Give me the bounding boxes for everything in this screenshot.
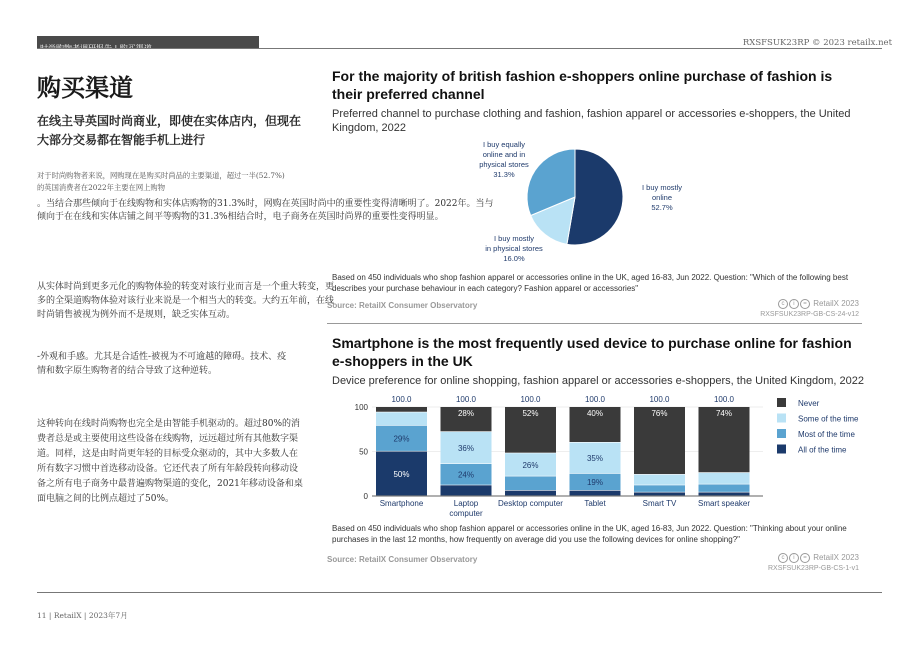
- by-icon: i: [789, 299, 799, 309]
- chart1-brand-text: RetailX 2023: [813, 299, 859, 309]
- chart2-note: Based on 450 individuals who shop fashion apparel or accessories online in the UK, aged 16-83, Jun 2022. Question: "Thinking about your online purchases in the last 12 months, how frequently on average did you use the following devices for online shopping?": [332, 524, 847, 544]
- y-tick-label: 0: [363, 492, 368, 501]
- x-category-label: Laptop computer: [449, 499, 483, 518]
- bar-value-label: 26%: [522, 460, 539, 470]
- x-category-label: Smartphone: [379, 499, 424, 508]
- chart2-brand-text: RetailX 2023: [813, 553, 859, 563]
- bar-total-label: 100.0: [455, 395, 477, 404]
- chart2-subheading: Device preference for online shopping, fashion apparel or accessories e-shoppers, the United Kingdom, 2022: [332, 375, 864, 387]
- bar-value-label: 36%: [457, 443, 475, 453]
- pie-slice-label: I buy equally online and in physical stores 31.3%: [479, 140, 529, 179]
- x-category-label: Smart speaker: [697, 499, 751, 508]
- cc-icon: c: [778, 299, 788, 309]
- page-title: 购买渠道: [37, 74, 133, 102]
- chart2-brand: [778, 553, 859, 563]
- legend-swatch: [777, 445, 786, 454]
- bar-segment: [505, 476, 556, 490]
- cc-icon: c: [778, 553, 788, 563]
- stacked-bar-chart: [340, 392, 880, 522]
- pie-slice-label: I buy mostly in physical stores 16.0%: [485, 234, 543, 263]
- bar-value-label: 40%: [586, 409, 604, 418]
- bar-segment: [376, 407, 427, 412]
- bar-total-label: 100.0: [520, 395, 541, 404]
- bar-value-label: 24%: [457, 470, 475, 480]
- bar-segment: [634, 492, 685, 495]
- x-category-label: Tablet: [584, 499, 606, 508]
- paragraph-4: -外观和手感。尤其是合适性-被视为不可逾越的障碍。技术、疫情和数字原生购物者的结合导致了这种逆转。: [37, 352, 287, 376]
- legend-swatch: [777, 398, 786, 407]
- legend-swatch: [777, 429, 786, 438]
- bar-segment: [376, 412, 427, 425]
- bar-value-label: 76%: [651, 409, 668, 418]
- bar-total-label: 100.0: [584, 395, 606, 404]
- paragraph-5: 这种转向在线时尚购物也完全是由智能手机驱动的。超过80%的消费者总是或主要使用这些设备在线购物，远远超过所有其他数字渠道。同样，这是由时尚更年轻的目标受众驱动的，其中大多数人在所有数字习惯中首选移动设备。它还代表了所有年龄段转向移动设备之所有电子商务中最普遍购物渠道的变化，2021年移动设备和桌面电脑之间的比例点超过了50%。: [37, 419, 303, 504]
- legend-label: Never: [798, 399, 820, 408]
- chart1-subheading: Preferred channel to purchase clothing and fashion, fashion apparel or accessories e-shoppers, the United Kingdom, 2022: [332, 108, 851, 134]
- footer-text: 11 | RetailX | 2023年7月: [37, 611, 128, 620]
- bar-value-label: 19%: [586, 478, 604, 488]
- by-icon: i: [789, 553, 799, 563]
- header-divider: [37, 48, 882, 49]
- chart2-code: RXSFSUK23RP-GB-CS-1-v1: [767, 565, 859, 572]
- bar-value-label: 50%: [393, 469, 410, 479]
- paragraph-2: 。当结合那些倾向于在线购物和实体店购物的31.3%时，网购在英国时尚中的重要性变得清晰明了。2022年。当与倾向于在在线和实体店铺之间平等购物的31.3%相结合时，电子商务在英国时尚界的重要性变得明显。: [37, 199, 494, 222]
- paragraph-3: 从实体时尚到更多元化的购物体验的转变对该行业而言是一个重大转变，更多的全渠道购物体验对该行业来说是一个相当大的转变。大约五年前，在线时尚销售被视为例外而不是规则，缺乏实体互动。: [37, 282, 335, 320]
- chart1-brand: [778, 299, 859, 309]
- y-tick-label: 100: [354, 403, 368, 412]
- chart1-code: RXSFSUK23RP-GB-CS-24-v12: [760, 311, 859, 318]
- chart-divider: [327, 323, 862, 324]
- footer-divider: [37, 592, 882, 593]
- chart1-note: Based on 450 individuals who shop fashion apparel or accessories online in the UK, aged 16-83, Jun 2022. Question: "Which of the following best describes your purchase behaviour in each category? Fashion apparel or accessories": [332, 273, 849, 293]
- chart1-source: Source: RetailX Consumer Observatory: [327, 301, 478, 310]
- chart2-source: Source: RetailX Consumer Observatory: [327, 555, 478, 564]
- bar-total-label: 100.0: [391, 395, 412, 404]
- chart1-heading: For the majority of british fashion e-shoppers online purchase of fashion is their preferred channel: [332, 68, 833, 102]
- bar-segment: [634, 485, 685, 492]
- bar-total-label: 100.0: [713, 395, 735, 404]
- bar-segment: [634, 475, 685, 485]
- chart2-heading: Smartphone is the most frequently used device to purchase online for fashion e-shoppers in the UK: [332, 335, 852, 369]
- bar-total-label: 100.0: [649, 395, 670, 404]
- legend-label: Most of the time: [798, 430, 855, 439]
- paragraph-1: 对于时尚购物者来说，网购现在是购买时尚品的主要渠道，超过一半(52.7%)的英国消费者在2022年主要在网上购物: [37, 171, 285, 192]
- legend-label: All of the time: [798, 445, 847, 455]
- bar-segment: [699, 473, 750, 484]
- bar-value-label: 29%: [393, 434, 410, 444]
- bar-value-label: 28%: [457, 409, 475, 418]
- nd-icon: =: [800, 553, 810, 563]
- pie-slice-label: I buy mostly online 52.7%: [641, 183, 683, 212]
- bar-segment: [441, 485, 492, 495]
- bar-value-label: 74%: [715, 409, 733, 418]
- bar-segment: [699, 484, 750, 491]
- bar-value-label: 35%: [586, 454, 604, 464]
- report-code: RXSFSUK23RP © 2023 retailx.net: [742, 38, 892, 48]
- page-subtitle: 在线主导英国时尚商业，即使在实体店内，但现在大部分交易都在智能手机上进行: [37, 114, 302, 147]
- x-category-label: Smart TV: [642, 499, 677, 508]
- legend-label: Some of the time: [798, 414, 859, 424]
- bar-segment: [570, 491, 621, 496]
- pie-chart: [420, 135, 720, 265]
- x-category-label: Desktop computer: [498, 499, 563, 508]
- nd-icon: =: [800, 299, 810, 309]
- y-tick-label: 50: [359, 447, 368, 457]
- legend-swatch: [777, 414, 786, 423]
- bar-segment: [505, 491, 556, 496]
- bar-segment: [699, 492, 750, 495]
- bar-value-label: 52%: [522, 409, 539, 418]
